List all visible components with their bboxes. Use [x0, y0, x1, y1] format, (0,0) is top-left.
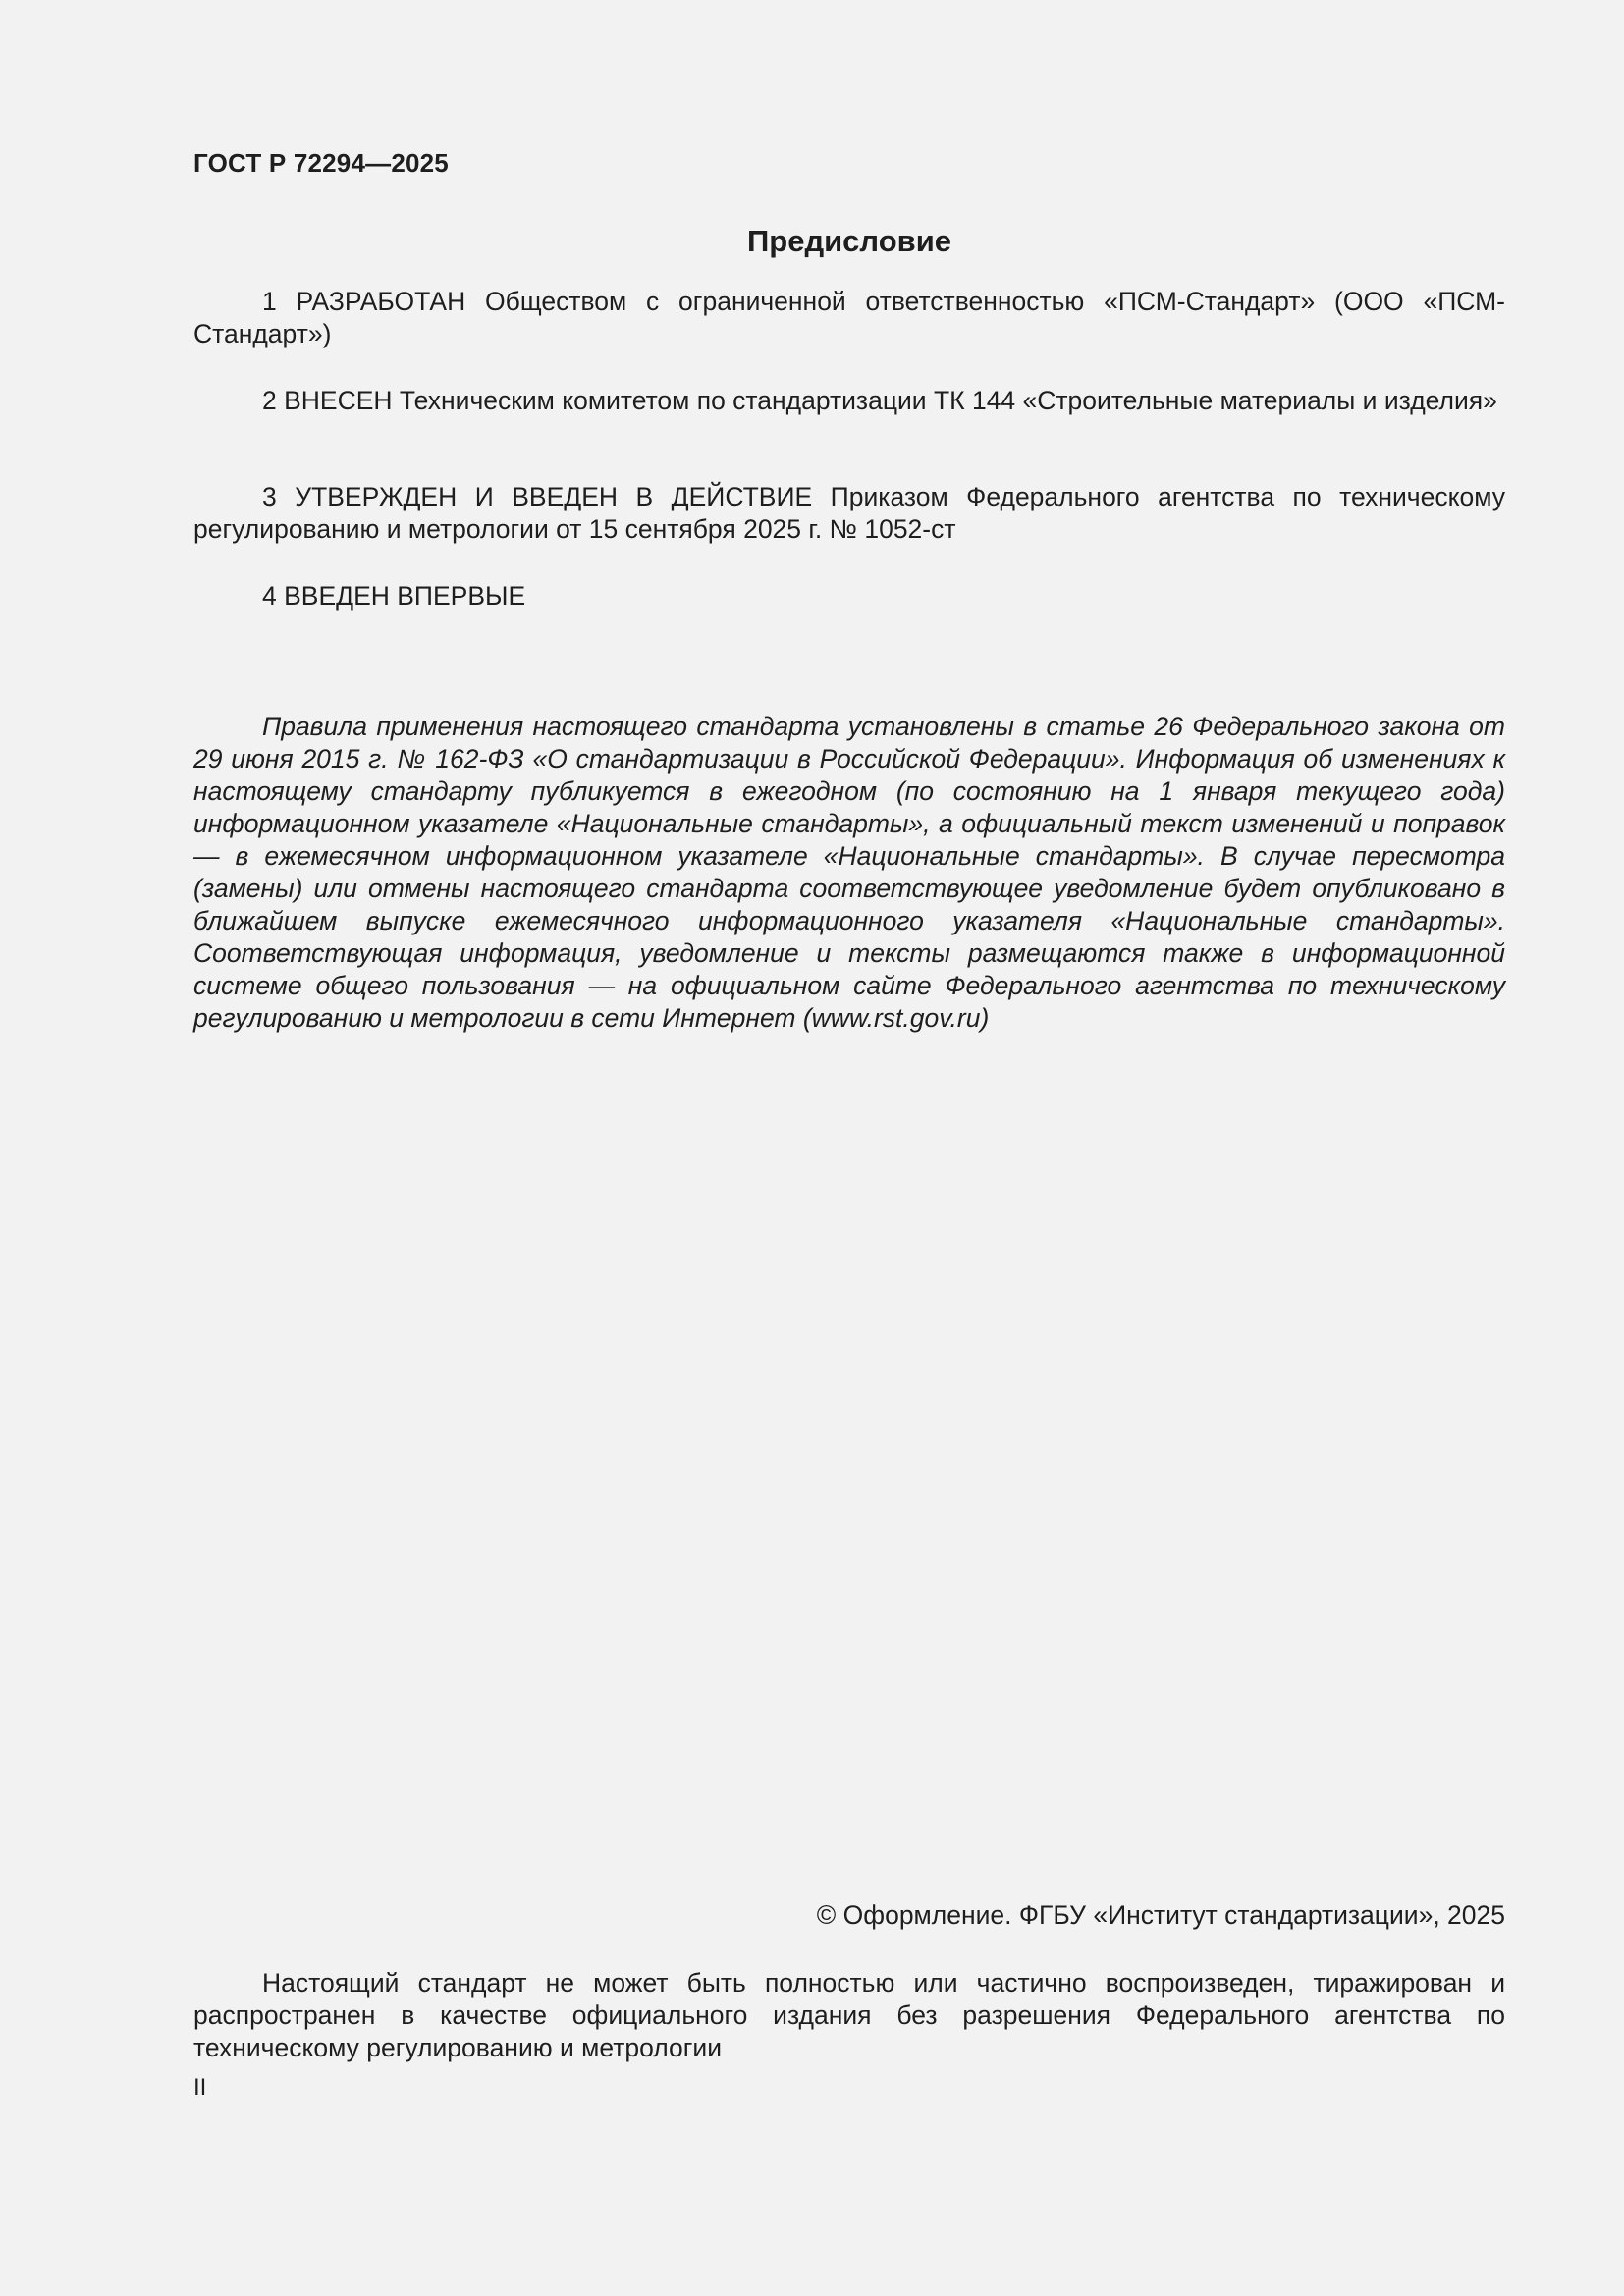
page-number: II — [193, 2074, 207, 2101]
reproduction-notice: Настоящий стандарт не может быть полностью или частично воспроизведен, тиражирован и распространен в качестве официального издания без разрешения Федерального агентства по техническому регулированию и метрологии — [193, 1968, 1505, 2062]
preface-item-3: 3 УТВЕРЖДЕН И ВВЕДЕН В ДЕЙСТВИЕ Приказом Федерального агентства по техническому регулированию и метрологии от 15 сентября 2025 г. № 1052-ст — [193, 482, 1505, 544]
preface-title: Предисловие — [746, 224, 951, 258]
preface-item-4: 4 ВВЕДЕН ВПЕРВЫЕ — [262, 581, 526, 611]
application-rules-text: Правила применения настоящего стандарта установлены в статье 26 Федерального закона от 29 июня 2015 г. № 162-ФЗ «О стандартизации в Российской Федерации». Информация об изменениях к настоящему стандарту публикуется в ежегодном (по состоянию на 1 января текущего года) информационном указателе «Национальные стандарты», а официальный текст изменений и поправок — в ежемесячном информационном указателе «Национальные стандарты». В случае пересмотра (замены) или отмены настоящего стандарта соответствующее уведомление будет опубликовано в ближайшем выпуске ежемесячного информационного указателя «Национальные стандарты». Соответствующая информация, уведомление и тексты размещаются также в информационной системе общего пользования — на официальном сайте Федерального агентства по техническому регулированию и метрологии в сети Интернет (www.rst.gov.ru) — [193, 712, 1505, 1033]
document-id: ГОСТ Р 72294—2025 — [193, 148, 449, 178]
preface-item-1: 1 РАЗРАБОТАН Обществом с ограниченной ответственностью «ПСМ-Стандарт» (ООО «ПСМ-Стандарт») — [193, 287, 1505, 348]
preface-item-2: 2 ВНЕСЕН Техническим комитетом по стандартизации ТК 144 «Строительные материалы и изделия» — [262, 386, 1497, 415]
copyright-line: © Оформление. ФГБУ «Институт стандартизации», 2025 — [816, 1900, 1505, 1930]
document-page — [193, 0, 1505, 2296]
